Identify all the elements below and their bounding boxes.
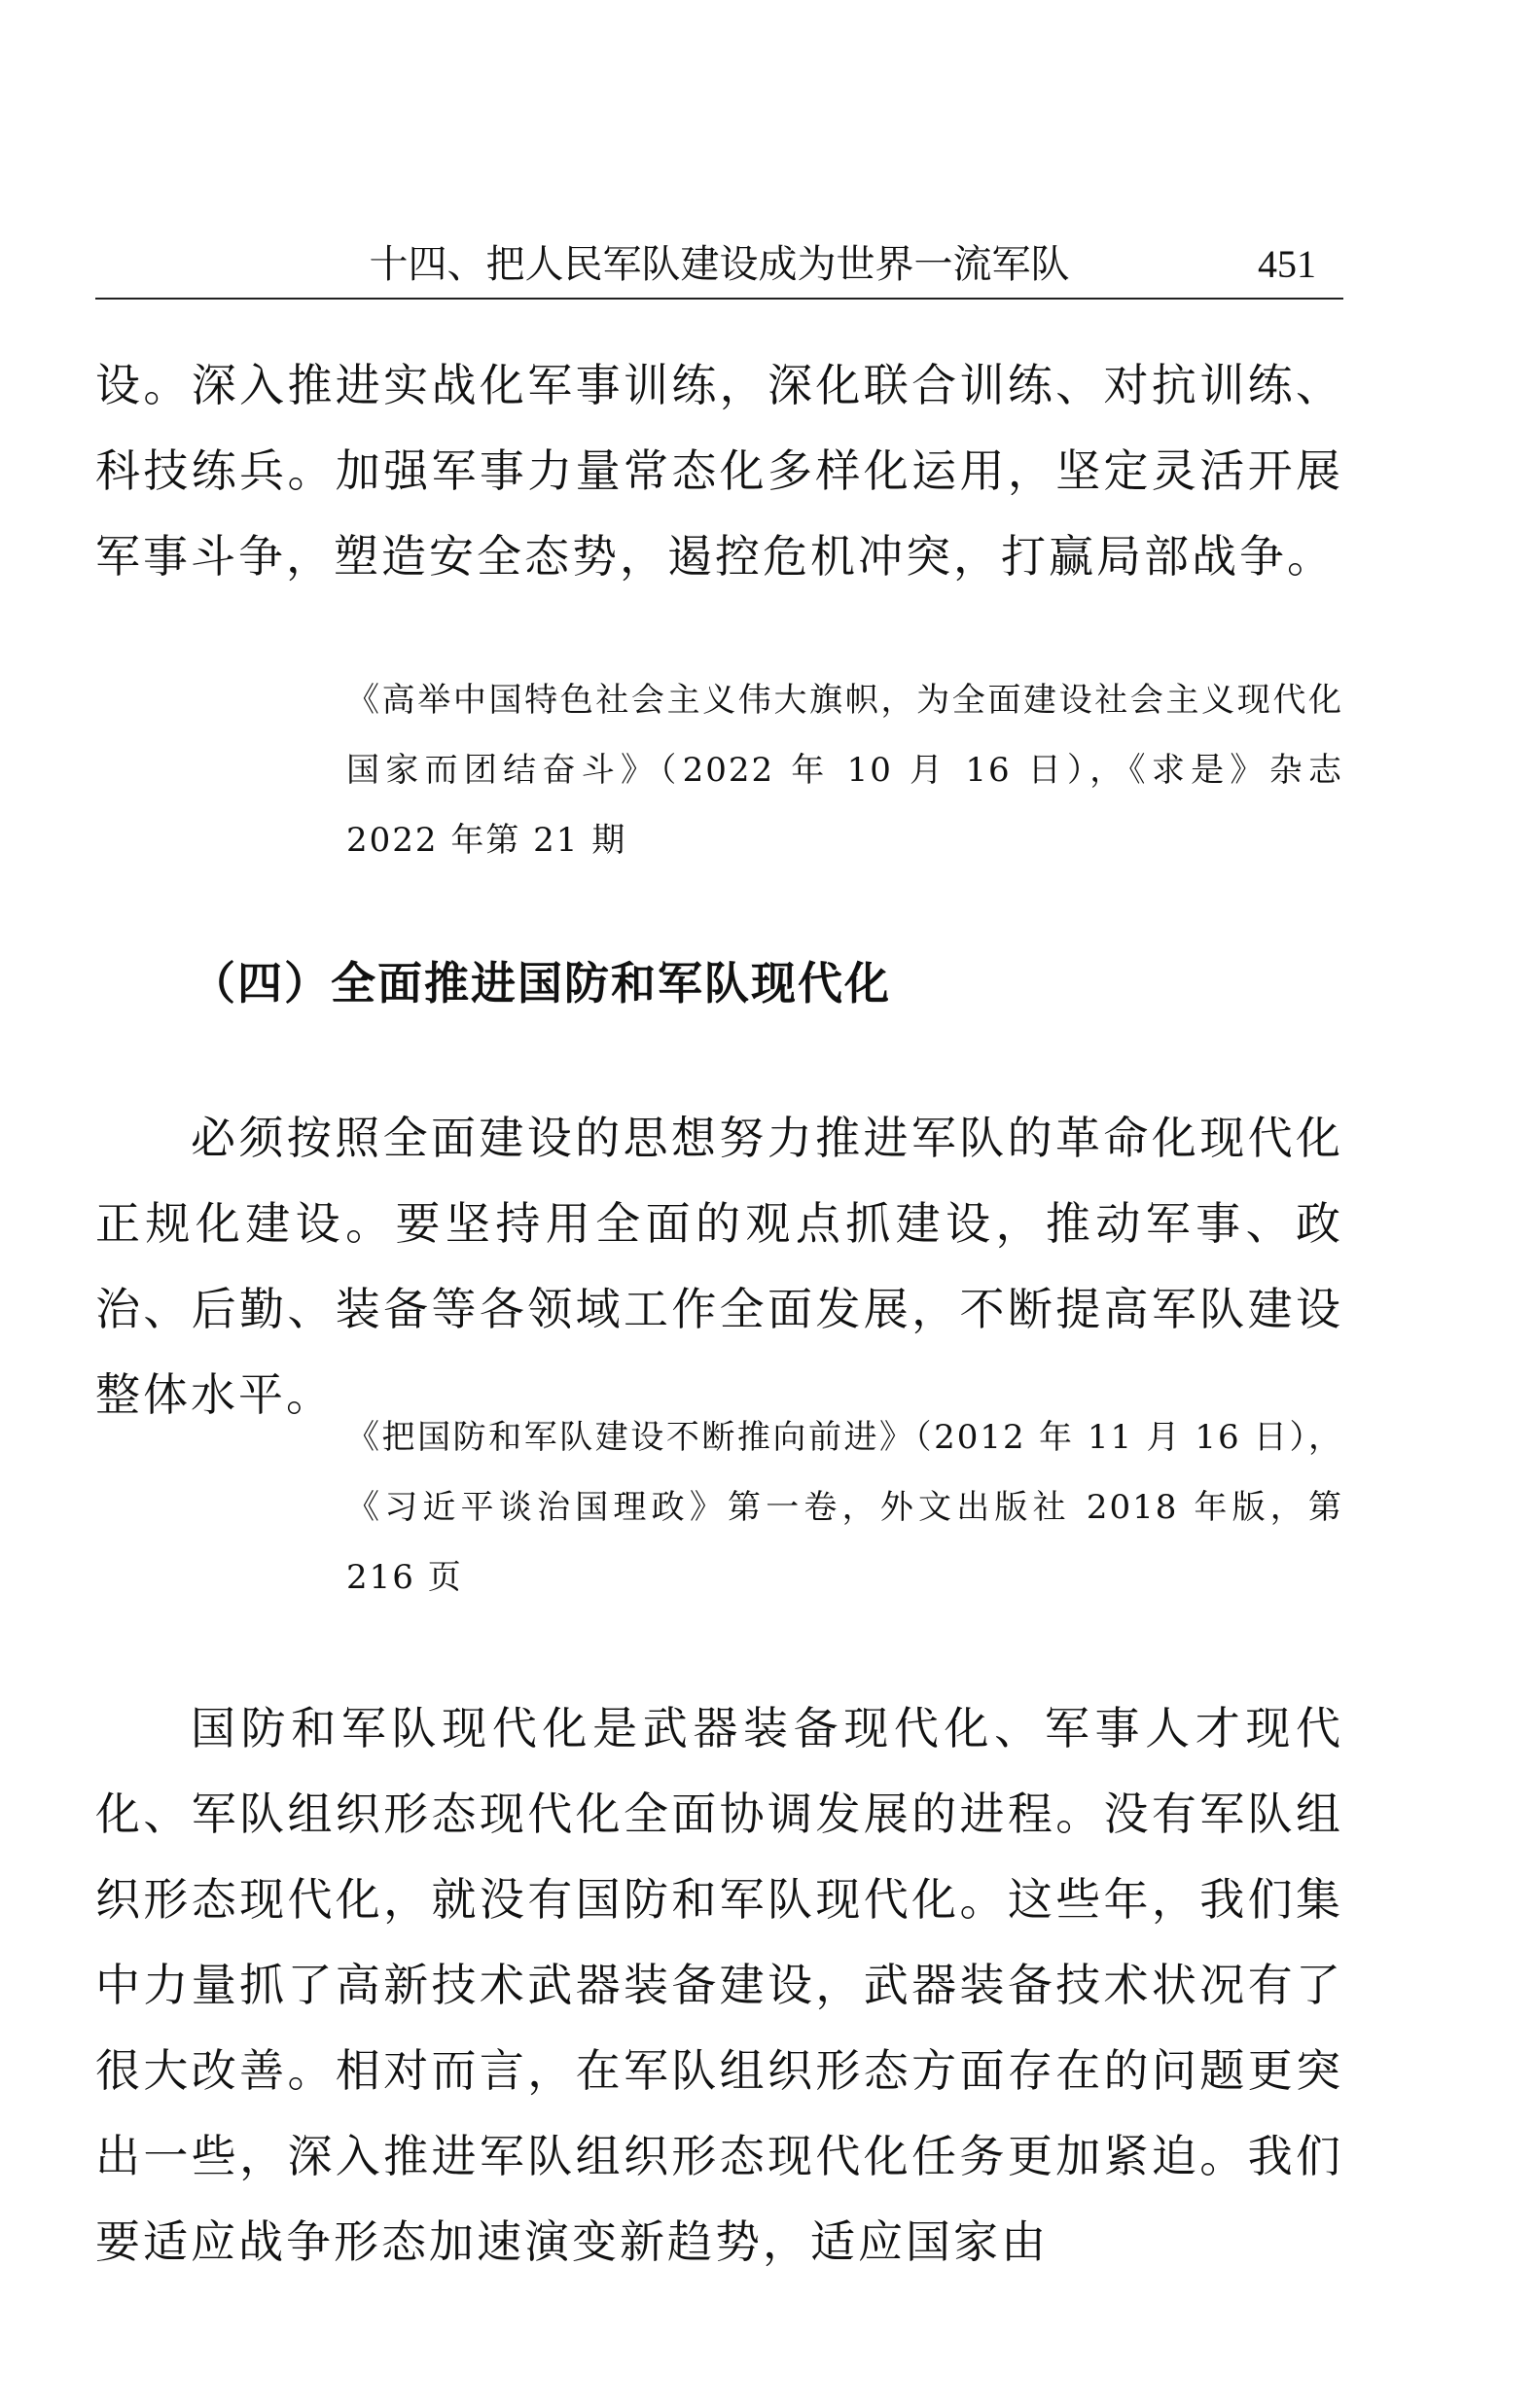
body-paragraph-1: 设。深入推进实战化军事训练，深化联合训练、对抗训练、科技练兵。加强军事力量常态化多样化运用，坚定灵活开展军事斗争，塑造安全态势，遏控危机冲突，打赢局部战争。 (95, 359, 1343, 583)
citation-1: 《高举中国特色社会主义伟大旗帜，为全面建设社会主义现代化国家而团结奋斗》（2022 年 10 月 16 日），《求是》杂志 2022 年第 21 期 (346, 681, 1343, 860)
page-number: 451 (1258, 242, 1316, 286)
running-title: 十四、把人民军队建设成为世界一流军队 (369, 242, 1070, 287)
page-header (95, 235, 1343, 294)
header-rule (95, 298, 1343, 300)
body-paragraph-3: 国防和军队现代化是武器装备现代化、军事人才现代化、军队组织形态现代化全面协调发展的进程。没有军队组织形态现代化，就没有国防和军队现代化。这些年，我们集中力量抓了高新技术武器装备建设，武器装备技术状况有了很大改善。相对而言，在军队组织形态方面存在的问题更突出一些，深入推进军队组织形态现代化任务更加紧迫。我们要适应战争形态加速演变新趋势，适应国家由 (95, 1702, 1343, 2268)
section-heading: （四）全面推进国防和军队现代化 (191, 957, 891, 1009)
citation-2: 《把国防和军队建设不断推向前进》（2012 年 11 月 16 日），《习近平谈治国理政》第一卷，外文出版社 2018 年版，第 216 页 (346, 1418, 1343, 1597)
body-paragraph-2: 必须按照全面建设的思想努力推进军队的革命化现代化正规化建设。要坚持用全面的观点抓建设，推动军事、政治、后勤、装备等各领域工作全面发展，不断提高军队建设整体水平。 (95, 1112, 1343, 1421)
